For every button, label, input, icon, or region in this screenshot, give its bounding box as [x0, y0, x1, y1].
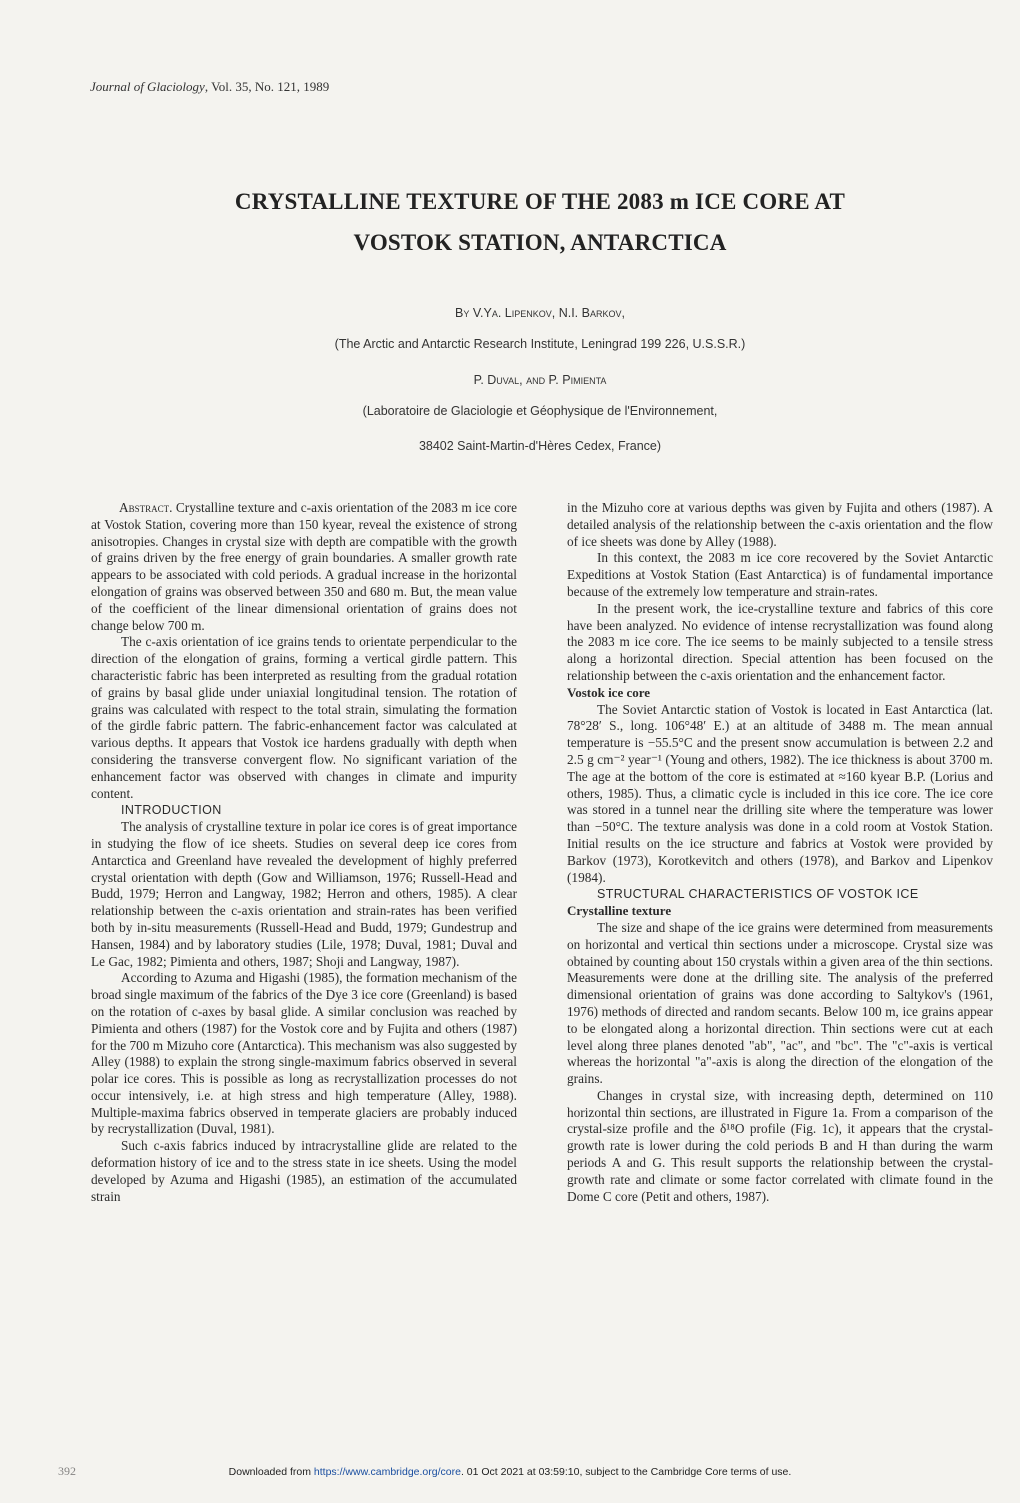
download-footer	[0, 1466, 1020, 1478]
right-paragraph-3: In the present work, the ice-crystalline texture and fabrics of this core have been analyzed. No evidence of intense recrystallization was found along the 2083 m ice core. The ice seems to be mainly subjected to a tensile stress along a horizontal direction. Special attention has been focused on the relationship between the c-axis orientation and the enhancement factor.	[567, 600, 993, 683]
abstract-paragraph-1: Abstract. Crystalline texture and c-axis orientation of the 2083 m ice core at Vostok Station, covering more than 150 kyear, reveal the existence of strong anisotropies. Changes in crystal size with depth are compatible with the growth of grains driven by the free energy of grain boundaries. A smaller growth rate appears to be associated with cold periods. A gradual increase in the horizontal elongation of grains was observed between 350 and 680 m. But, the mean value of the coefficient of the linear dimensional orientation of grains does not change below 700 m.	[91, 500, 517, 633]
vostok-ice-core-heading: Vostok ice core	[567, 684, 651, 700]
abstract-label: Abstract.	[119, 500, 173, 515]
abstract-paragraph-2: The c-axis orientation of ice grains tends to orientate perpendicular to the direction of the elongation of grains, forming a vertical girdle pattern. This characteristic fabric has been interpreted as resulting from the gradual rotation of grains by basal glide under uniaxial longitudinal tension. The rotation of grains was calculated with respect to the total strain, simulating the formation of the girdle fabric pattern. The fabric-enhancement factor was calculated at various depths. It appears that Vostok ice hardens gradually with depth when considering the transverse convergent flow. No significant variation of the enhancement factor was observed with changes in climate and impurity content.	[91, 634, 517, 801]
authors-2: P. Duval, and P. Pimienta	[473, 373, 607, 387]
affiliation-3: 38402 Saint-Martin-d'Hères Cedex, France)	[418, 439, 662, 453]
intro-paragraph-1: The analysis of crystalline texture in polar ice cores is of great importance in studying the flow of ice sheets. Studies on several deep ice cores from Antarctica and Greenland have revealed the development of highly preferred crystal orientation with depth (Gow and Williamson, 1976; Russell-Head and Budd, 1979; Herron and Langway, 1982; Herron and others, 1985). A clear relationship between the c-axis orientation and strain-rates has been verified both by in-situ measurements (Russell-Head and Budd, 1979; Gundestrup and Hansen, 1984) and by laboratory studies (Lile, 1978; Duval, 1981; Duval and Le Gac, 1982; Pimienta and others, 1987; Shoji and Langway, 1987).	[91, 819, 517, 969]
affiliation-2: (Laboratoire de Glaciologie et Géophysique de l'Environnement,	[362, 404, 718, 418]
right-paragraph-2: In this context, the 2083 m ice core recovered by the Soviet Antarctic Expeditions at Vostok Station (East Antarctica) is of fundamental importance because of the extremely low temperature and strain-rates.	[567, 550, 993, 599]
vostok-paragraph-1: The Soviet Antarctic station of Vostok is located in East Antarctica (lat. 78°28′ S., long. 106°48′ E.) at an altitude of 3488 m. The mean annual temperature is −55.5°C and the present snow accumulation is between 2.2 and 2.5 g cm⁻² year⁻¹ (Young and others, 1982). The ice thickness is about 3700 m. The age at the bottom of the core is estimated at ≈160 kyear B.P. (Lorius and others, 1985). Thus, a climatic cycle is included in this ice core. The ice core was stored in a tunnel near the drilling site where the temperature was lower than −50°C. The texture analysis was done in a cold room at Vostok Station. Initial results on the ice structure and fabrics at Vostok were provided by Barkov (1973), Korotkevitch and others (1978), and Barkov and Lipenkov (1984).	[567, 701, 993, 885]
structural-characteristics-heading: STRUCTURAL CHARACTERISTICS OF VOSTOK ICE	[597, 887, 919, 902]
footer-suffix: . 01 Oct 2021 at 03:59:10, subject to the Cambridge Core terms of use.	[460, 1466, 792, 1478]
introduction-heading: INTRODUCTION	[121, 803, 222, 818]
crystalline-paragraph-2: Changes in crystal size, with increasing depth, determined on 110 horizontal thin sections, are illustrated in Figure 1a. From a comparison of the crystal-size profile and the δ¹⁸O profile (Fig. 1c), it appears that the crystal-growth rate is lower during the cold periods B and H than during the warm periods A and G. This result supports the relationship between the crystal-growth rate and climate or some factor correlated with climate found in the Dome C core (Petit and others, 1987).	[567, 1087, 993, 1204]
page-number: 392	[58, 1464, 76, 1478]
right-column	[567, 500, 993, 1205]
intro-paragraph-2: According to Azuma and Higashi (1985), the formation mechanism of the broad single maximum of the fabrics of the Dye 3 ice core (Greenland) is based on the rotation of c-axes by basal glide. A similar conclusion was reached by Pimienta and others (1987) for the Vostok core and by Fujita and others (1987) for the 700 m Mizuho core (Antarctica). This mechanism was also suggested by Alley (1988) to explain the strong single-maximum fabrics observed in several polar ice cores. This is possible as long as recrystallization processes do not occur intensively, i.e. at high stress and high temperature (Alley, 1988). Multiple-maxima fabrics observed in temperate glaciers are probably induced by recrystallization (Duval, 1981).	[91, 970, 517, 1137]
cambridge-core-link[interactable]: https://www.cambridge.org/core	[313, 1466, 461, 1478]
right-paragraph-1: in the Mizuho core at various depths was given by Fujita and others (1987). A detailed analysis of the relationship between the c-axis orientation and the flow of ice sheets was done by Alley (1988).	[567, 500, 993, 549]
left-column	[91, 500, 517, 1205]
journal-volume: , Vol. 35, No. 121, 1989	[204, 79, 330, 94]
article-title-line2: VOSTOK STATION, ANTARCTICA	[353, 230, 727, 255]
authors-1: By V.Ya. Lipenkov, N.I. Barkov,	[455, 306, 625, 320]
affiliation-1: (The Arctic and Antarctic Research Institute, Leningrad 199 226, U.S.S.R.)	[334, 337, 746, 351]
crystalline-paragraph-1: The size and shape of the ice grains were determined from measurements on horizontal and vertical thin sections under a microscope. Crystal size was obtained by counting about 150 crystals within a given area of the thin sections. Measurements were done at the drilling site. The analysis of the preferred dimensional orientation of grains was done according to Saltykov's (1961, 1976) methods of directed and random secants. Below 100 m, ice grains appear to be elongated along a horizontal direction. Thin sections were cut at each level along three planes denoted "ab", "ac", and "bc". The "c"-axis is vertical whereas the horizontal "a"-axis is along the direction of the elongation of the grains.	[567, 919, 993, 1087]
article-title-line1: CRYSTALLINE TEXTURE OF THE 2083 m ICE CORE AT	[234, 189, 846, 214]
crystalline-texture-heading: Crystalline texture	[567, 903, 672, 919]
intro-paragraph-3: Such c-axis fabrics induced by intracrystalline glide are related to the deformation history of ice and to the stress state in ice sheets. Using the model developed by Azuma and Higashi (1985), an estimation of the accumulated strain	[91, 1138, 517, 1204]
journal-header	[90, 79, 329, 95]
journal-name: Journal of Glaciology	[90, 79, 205, 94]
footer-prefix: Downloaded from	[228, 1466, 314, 1478]
